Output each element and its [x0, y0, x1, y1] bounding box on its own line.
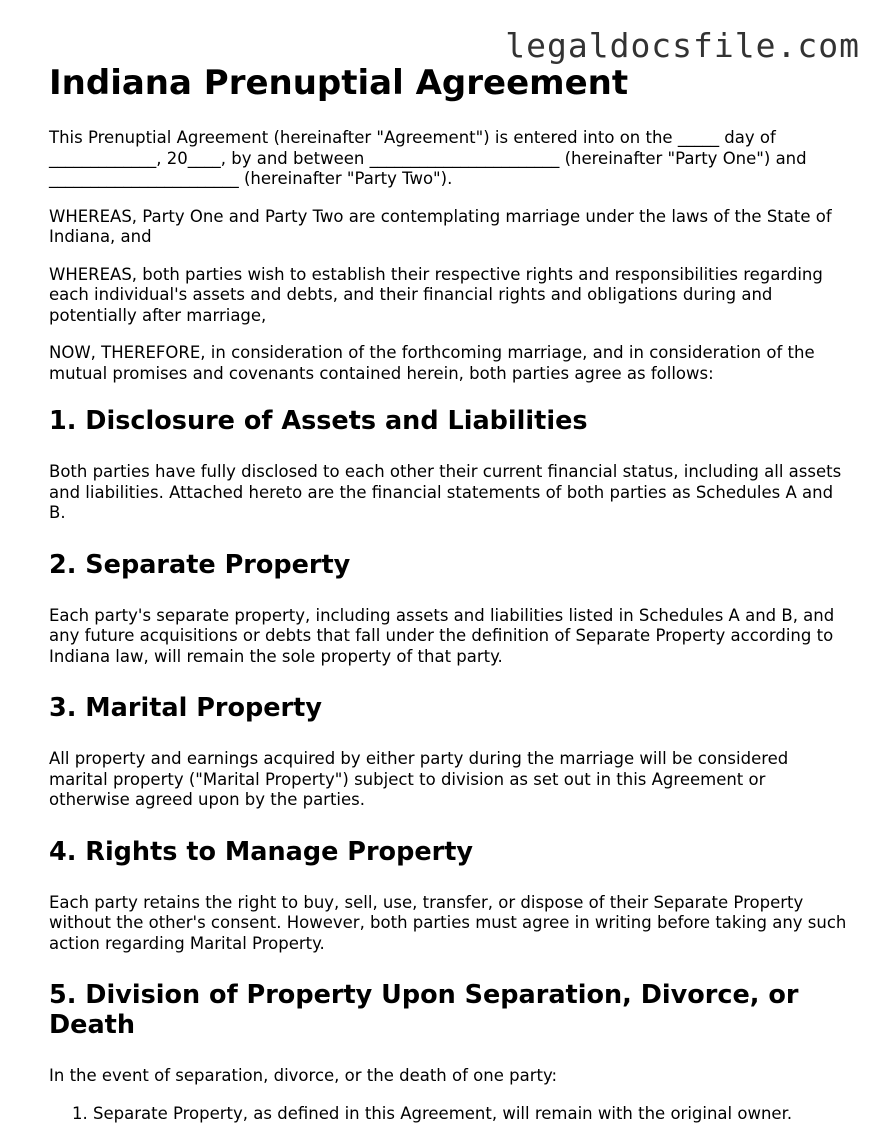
section-heading-marital-property: 3. Marital Property [49, 693, 322, 723]
section-heading-manage-property: 4. Rights to Manage Property [49, 836, 474, 867]
document-page [49, 62, 849, 1124]
whereas-paragraph: WHEREAS, Party One and Party Two are contemplating marriage under the laws of the State of Indiana, and [49, 206, 832, 246]
division-list [49, 1104, 849, 1125]
section-body-manage-property: Each party retains the right to buy, sell, use, transfer, or dispose of their Separate Property without the other's consent. However, both parties must agree in writing before taking any such action regarding Marital Property. [49, 892, 847, 953]
document-title: Indiana Prenuptial Agreement [49, 63, 629, 103]
now-therefore-paragraph: NOW, THEREFORE, in consideration of the forthcoming marriage, and in consideration of the mutual promises and covenants contained herein, both parties agree as follows: [49, 343, 815, 383]
section-heading-division: 5. Division of Property Upon Separation, Divorce, or Death [49, 980, 799, 1040]
whereas-paragraph: WHEREAS, both parties wish to establish their respective rights and responsibilities regarding each individual's assets and debts, and their financial rights and obligations during and potentially after marriage, [49, 264, 823, 325]
section-heading-separate-property: 2. Separate Property [49, 549, 351, 580]
section-body-division: In the event of separation, divorce, or the death of one party: [49, 1066, 558, 1085]
intro-paragraph: This Prenuptial Agreement (hereinafter "Agreement") is entered into on the _____ day of _____________, 20____, by and between _______________________ (hereinafter "Party One") and _______________________ (hereinafter "Party Two"). [49, 128, 807, 188]
list-item: 1. Separate Property, as defined in this Agreement, will remain with the original owner. [93, 1104, 849, 1125]
section-heading-disclosure: 1. Disclosure of Assets and Liabilities [49, 406, 588, 436]
watermark: legaldocsfile.com [505, 26, 860, 65]
section-body-separate-property: Each party's separate property, including assets and liabilities listed in Schedules A and B, and any future acquisitions or debts that fall under the definition of Separate Property according to Indiana law, will remain the sole property of that party. [49, 605, 835, 666]
section-body-disclosure: Both parties have fully disclosed to each other their current financial status, including all assets and liabilities. Attached hereto are the financial statements of both parties as Schedules A and B. [49, 462, 842, 522]
section-body-marital-property: All property and earnings acquired by either party during the marriage will be considered marital property ("Marital Property") subject to division as set out in this Agreement or otherwise agreed upon by the parties. [49, 749, 789, 809]
